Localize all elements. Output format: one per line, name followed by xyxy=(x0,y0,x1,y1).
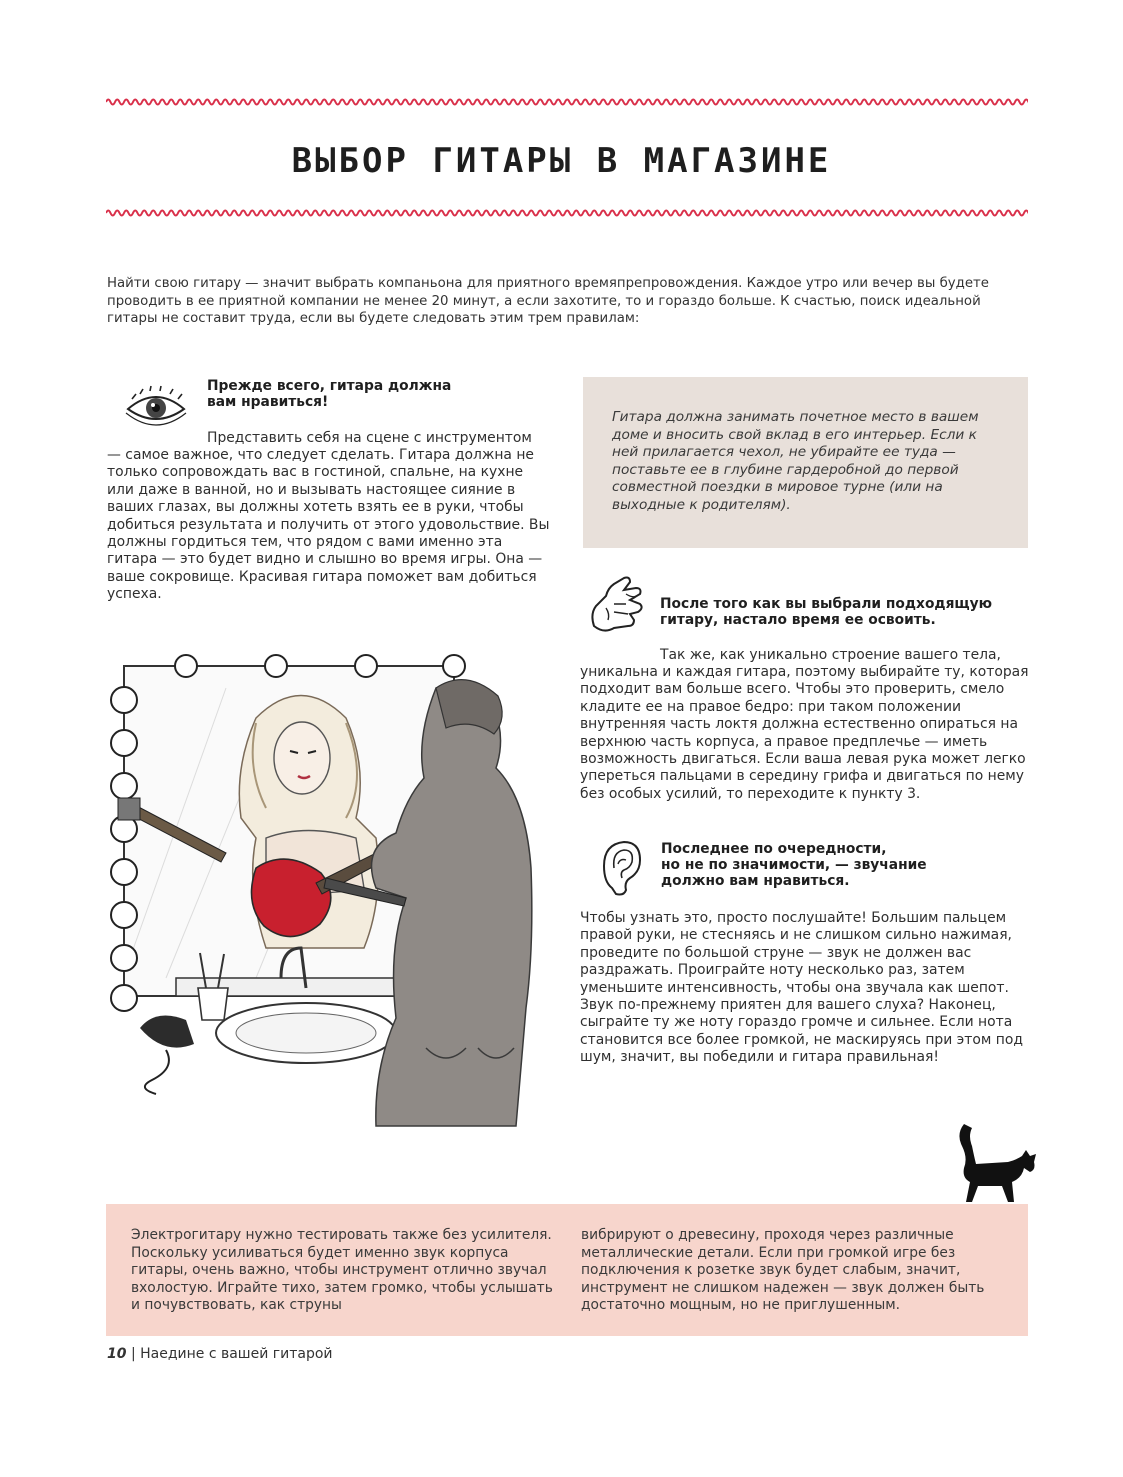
rule3-heading-line3: должно вам нравиться. xyxy=(661,873,850,889)
rule2-heading-line2: гитару, настало время ее освоить. xyxy=(660,612,936,628)
rule2-body: уникальна и каждая гитара, поэтому выбирайте ту, которая подходит вам больше всего. Чтобы это проверить, смело кладите ее на правое бедро: при таком положении внутренняя часть локтя должна естественно опираться на верхнюю часть корпуса, а правое предплечье — иметь возможность двигаться. Если ваша левая рука может легко упереться пальцами в середину грифа и двигаться по нему без особых усилий, то переходите к пункту 3. xyxy=(580,664,1029,802)
hand-icon xyxy=(584,574,652,640)
footer-separator: | xyxy=(130,1346,136,1362)
rule2-heading xyxy=(660,596,1030,628)
rule1-heading xyxy=(207,378,507,410)
intro-paragraph: Найти свою гитару — значит выбрать компаньона для приятного времяпрепровождения. Каждое утро или вечер вы будете проводить в ее приятной компании не менее 20 минут, а если захотите, то и гораздо больше. К счастью, поиск идеальной гитары не составит труда, если вы будете следовать этим трем правилам: xyxy=(107,276,989,326)
rule2-body-first: Так же, как уникально строение вашего тела, xyxy=(660,647,1001,663)
rule3-heading-line2: но не по значимости, — звучание xyxy=(661,857,927,873)
rule3-heading xyxy=(661,841,991,889)
tip-column-left: Электрогитару нужно тестировать также без усилителя. Поскольку усиливаться будет именно звук корпуса гитары, очень важно, чтобы инструмент отлично звучал вхолостую. Играйте тихо, затем громко, чтобы услышать и почувствовать, как струны xyxy=(131,1227,553,1314)
eye-icon xyxy=(120,383,192,431)
rule2-heading-line1: После того как вы выбрали подходящую xyxy=(660,596,993,612)
page-title: ВЫБОР ГИТАРЫ В МАГАЗИНЕ xyxy=(291,141,832,181)
book-title: Наедине с вашей гитарой xyxy=(140,1346,333,1362)
quote-box xyxy=(583,377,1028,548)
rule1-body: — самое важное, что следует сделать. Гитара должна не только сопровождать вас в гостиной, спальне, на кухне или даже в ванной, но и вызывать настоящее сияние в ваших глазах, вы должны хотеть взять ее в руки, чтобы добиться результата и получить от этого удовольствие. Вы должны гордиться тем, что рядом с вами именно эта гитара — это будет видно и слышно во время игры. Она — ваше сокровище. Красивая гитара поможет вам добиться успеха. xyxy=(107,447,550,603)
quote-text: Гитара должна занимать почетное место в вашем доме и вносить свой вклад в его интерьер. Если к ней прилагается чехол, не убирайте ее туда — поставьте ее в глубине гардеробной до первой совместной поездки в мировое турне (или на выходные к родителям). xyxy=(612,409,979,513)
rule3-body: Чтобы узнать это, просто послушайте! Большим пальцем правой руки, не стесняясь и не слишком сильно нажимая, проведите по большой струне — звук не должен вас раздражать. Проиграйте ноту несколько раз, затем уменьшите интенсивность, чтобы она звучала как шепот. Звук по-прежнему приятен для вашего слуха? Наконец, сыграйте ту же ноту гораздо громче и сильнее. Если нота становится все более громкой, не маскируясь при этом под шум, значит, вы победили и гитара правильная! xyxy=(580,910,1023,1066)
cat-silhouette-icon xyxy=(950,1120,1040,1204)
rule1-heading-line1: Прежде всего, гитара должна xyxy=(207,378,452,394)
title-wave-divider xyxy=(106,207,1028,219)
page-footer xyxy=(107,1346,333,1362)
rule1-body-first: Представить себя на сцене с инструментом xyxy=(207,430,532,446)
page-number: 10 xyxy=(107,1346,127,1362)
rule1-heading-line2: вам нравиться! xyxy=(207,394,329,410)
tip-column-right: вибрируют о древесину, проходя через различные металлические детали. Если при громкой игре без подключения к розетке звук будет слабым, значит, инструмент не слишком надежен — звук должен быть достаточно мощным, но не приглушенным. xyxy=(581,1227,985,1314)
rule3-heading-line1: Последнее по очередности, xyxy=(661,841,887,857)
mirror-guitar-illustration xyxy=(106,648,556,1128)
tip-box xyxy=(106,1204,1028,1336)
ear-icon xyxy=(598,838,644,898)
top-wave-divider xyxy=(106,96,1028,108)
